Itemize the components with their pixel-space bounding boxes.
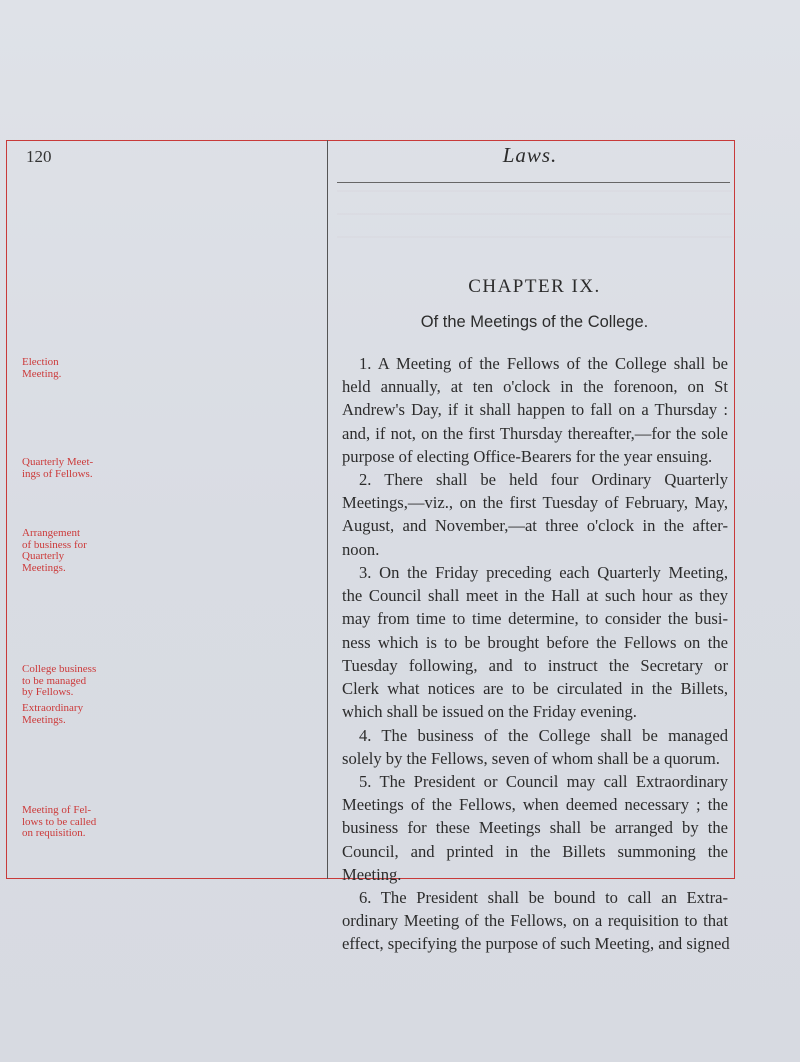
margin-note-quarterly-meetings [22, 457, 104, 480]
article-line: which shall be issued on the Friday evening. [342, 702, 637, 722]
margin-note-election-meeting [22, 357, 104, 380]
margin-note-line: on requisition. [22, 827, 86, 839]
article-line: August, and November,—at three o'clock in the after- [342, 516, 728, 536]
margin-note-line: Meeting. [22, 367, 62, 380]
article-line: ness which is to be brought before the Fellows on the [342, 632, 728, 652]
margin-note-line: College business [22, 663, 97, 675]
article-line: 6. The President shall be bound to call an Extra- [359, 888, 728, 907]
chapter-heading: CHAPTER IX. [468, 276, 601, 297]
margin-note-line: ings of Fellows. [22, 467, 93, 480]
margin-note-line: Quarterly [22, 550, 65, 562]
article-3 [342, 561, 728, 723]
margin-note-meeting-on-requisition [22, 805, 104, 840]
margin-note-line: Quarterly Meet- [22, 456, 94, 468]
article-line: 1. A Meeting of the Fellows of the College shall be [359, 354, 728, 373]
article-line: effect, specifying the purpose of such Meeting, and signed [342, 934, 730, 954]
article-line: Clerk what notices are to be circulated in the Billets, [342, 679, 728, 699]
margin-note-line: by Fellows. [22, 686, 74, 698]
article-5 [342, 770, 728, 886]
article-2 [342, 468, 728, 561]
article-4 [342, 724, 728, 770]
article-line: purpose of electing Office-Bearers for the year ensuing. [342, 446, 713, 466]
margin-note-college-business [22, 664, 104, 699]
article-line: business for these Meetings shall be arranged by the [342, 818, 728, 838]
article-1 [342, 352, 728, 468]
article-line: Meetings,—viz., on the first Tuesday of February, May, [342, 493, 728, 513]
article-line: and, if not, on the first Thursday thereafter,—for the sole [342, 423, 728, 443]
margin-note-line: of business for [22, 538, 87, 551]
article-line: solely by the Fellows, seven of whom shall be a quorum. [342, 749, 720, 769]
margin-note-line: Extraordinary [22, 702, 84, 714]
margin-note-line: Meetings. [22, 561, 66, 574]
margin-note-line: Meetings. [22, 713, 66, 726]
article-line: 4. The business of the College shall be managed [359, 726, 728, 745]
running-head-rule [337, 182, 730, 183]
margin-note-extraordinary-meetings [22, 703, 104, 726]
margin-note-line: lows to be called [22, 815, 97, 828]
margin-note-line: Meeting of Fel- [22, 804, 92, 816]
page-number: 120 [26, 147, 52, 166]
article-line: noon. [342, 539, 380, 559]
margin-note-line: Election [22, 356, 59, 368]
article-line: held annually, at ten o'clock in the forenoon, on St [342, 377, 728, 397]
article-line: Tuesday following, and to instruct the Secretary or [342, 655, 728, 675]
article-line: Council, and printed in the Billets summoning the [342, 841, 728, 861]
margin-divider-rule [327, 140, 328, 879]
article-line: ordinary Meeting of the Fellows, on a requisition to that [342, 911, 728, 931]
article-line: 3. On the Friday preceding each Quarterly Meeting, [359, 563, 728, 582]
margin-note-line: Arrangement [22, 527, 81, 539]
running-head: Laws. [502, 143, 558, 167]
article-line: Andrew's Day, if it shall happen to fall on a Thursday : [342, 400, 728, 420]
article-6 [342, 886, 728, 956]
article-line: Meeting. [342, 864, 402, 884]
article-line: 5. The President or Council may call Extraordinary [359, 772, 728, 791]
article-line: may from time to time determine, to consider the busi- [342, 609, 728, 629]
article-line: 2. There shall be held four Ordinary Quarterly [359, 470, 728, 489]
article-line: the Council shall meet in the Hall at such hour as they [342, 586, 728, 606]
margin-note-line: to be managed [22, 674, 87, 687]
chapter-subtitle: Of the Meetings of the College. [420, 313, 649, 331]
margin-note-arrangement-of-business [22, 528, 104, 574]
show-through-bleed [337, 190, 732, 250]
article-line: Meetings of the Fellows, when deemed necessary ; the [342, 795, 728, 815]
